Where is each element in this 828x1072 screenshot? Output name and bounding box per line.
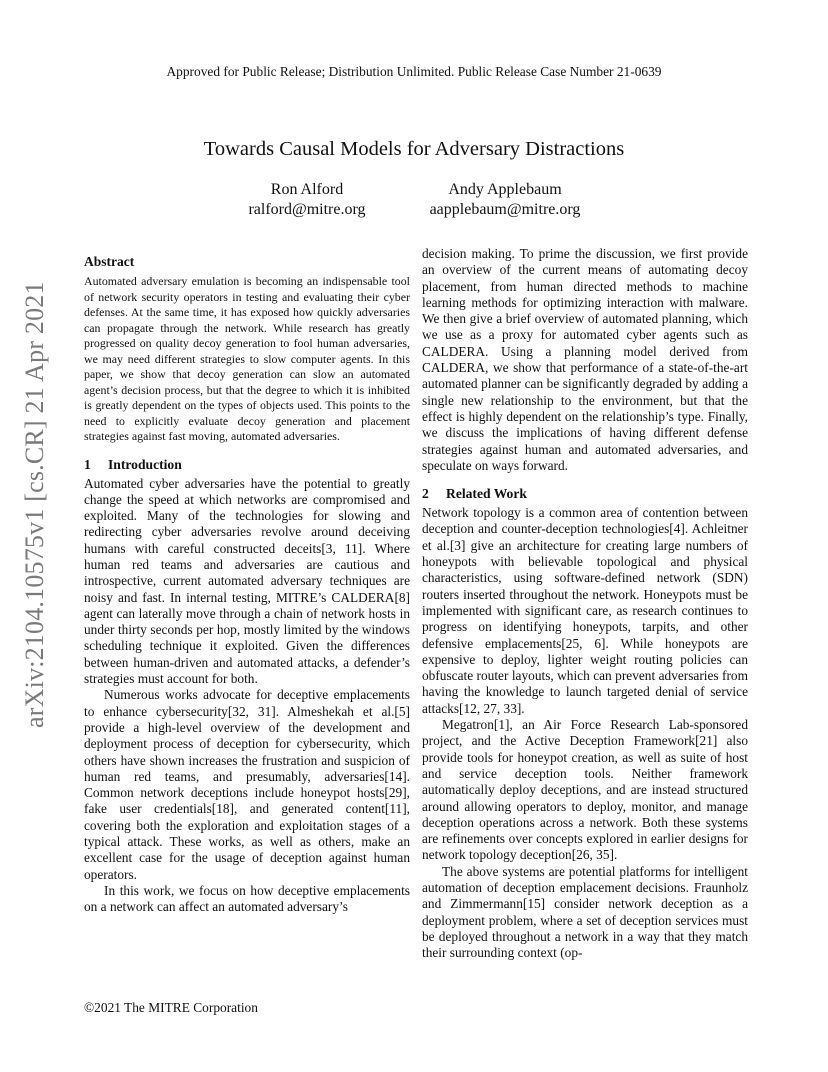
arxiv-identifier: arXiv:2104.10575v1 [cs.CR] 21 Apr 2021	[20, 281, 49, 728]
abstract-heading: Abstract	[84, 254, 135, 269]
right-column	[422, 246, 748, 961]
left-column	[84, 254, 410, 916]
section-heading-related-work	[422, 486, 748, 502]
copyright-notice: ©2021 The MITRE Corporation	[84, 1000, 258, 1015]
paragraph: Megatron[1], an Air Force Research Lab-sponsored project, and the Active Deception Framework[21] also provide tools for honeypot creation, as well as suite of host and service deception tools. Neither framework automatically deploy deceptions, and are instead structured around allowing operators to deploy, monitor, and manage deception operations across a network. Both these systems are refinements over concepts explored in earlier designs for network topology deception[26, 35].	[422, 717, 748, 863]
paragraph: decision making. To prime the discussion, we first provide an overview of the current means of automating decoy placement, from human directed methods to machine learning methods for optimizing interaction with malware. We then give a brief overview of automated planning, which we use as a proxy for automated cyber agents such as CALDERA. Using a planning model derived from CALDERA, we show that performance of a state-of-the-art automated planner can be significantly degraded by adding a single new relationship to the environment, but that the effect is highly dependent on the relationship’s type. Finally, we discuss the implications of having different defense strategies against human and automated adversaries, and speculate on ways forward.	[422, 246, 748, 473]
author-block-2	[410, 180, 600, 220]
paragraph: Numerous works advocate for deceptive emplacements to enhance cybersecurity[32, 31]. Almeshekah et al.[5] provide a high-level overview of the development and deployment process of deception for cybersecurity, which others have shown increases the frustration and suspicion of human red teams, and presumably, adversaries[14]. Common network deceptions include honeypot hosts[29], fake user credentials[18], and generated content[11], covering both the exploration and exploitation stages of a typical attack. These works, as well as others, make an excellent case for the usage of deception against human operators.	[84, 687, 410, 882]
author-name: Andy Applebaum	[448, 181, 562, 198]
abstract-text: Automated adversary emulation is becoming an indispensable tool of network security operators in testing and evaluating their cyber defenses. At the same time, it has exposed how quickly adversaries can propagate through the network. While research has greatly progressed on quality decoy generation to fool human adversaries, we may need different strategies to slow computer agents. In this paper, we show that decoy generation can slow an automated agent’s decision process, but that the degree to which it is inhibited is greatly dependent on the types of objects used. This points to the need to explicitly evaluate decoy generation and placement strategies against fast moving, automated adversaries.	[84, 274, 410, 443]
section-number: 2	[422, 486, 429, 502]
section-heading-introduction	[84, 457, 410, 473]
section-number: 1	[84, 456, 91, 472]
paragraph: Network topology is a common area of contention between deception and counter-deception technologies[4]. Achleitner et al.[3] give an architecture for creating large numbers of honeypots with believable topological and physical characteristics, using software-defined network (SDN) routers inserted throughout the network. Honeypots must be implemented with significant care, as research continues to progress on identifying honeypots, tarpits, and other defensive emplacements[25, 6]. While honeypots are expensive to deploy, lighter weight routing policies can obfuscate router layouts, which can prevent adversaries from having the knowledge to launch targeted denial of service attacks[12, 27, 33].	[422, 505, 748, 716]
paragraph: Automated cyber adversaries have the potential to greatly change the speed at which networks are compromised and exploited. Many of the technologies for slowing and redirecting cyber adversaries revolve around deceiving humans with careful constructed deceits[3, 11]. Where human red teams and adversaries are cautious and introspective, current automated adversary techniques are noisy and fast. In internal testing, MITRE’s CALDERA[8] agent can laterally move through a chain of network hosts in under thirty seconds per hop, mostly limited by the windows scheduling technique it exploited. Given the differences between human-driven and automated attacks, a defender’s strategies must account for both.	[84, 475, 410, 687]
section-title: Related Work	[446, 486, 527, 502]
paragraph: In this work, we focus on how deceptive emplacements on a network can affect an automated adversary’s	[84, 882, 410, 915]
author-email: ralford@mitre.org	[248, 201, 366, 218]
author-block-1	[222, 180, 392, 220]
paragraph: The above systems are potential platforms for intelligent automation of deception emplacement decisions. Fraunholz and Zimmermann[15] consider network deception as a deployment problem, where a set of deception services must be deployed throughout a network in a way that they match their surrounding context (op-	[422, 863, 748, 961]
author-name: Ron Alford	[270, 181, 344, 198]
paper-title: Towards Causal Models for Adversary Distractions	[203, 138, 625, 160]
author-email: aapplebaum@mitre.org	[429, 201, 581, 218]
release-statement: Approved for Public Release; Distribution Unlimited. Public Release Case Number 21-0639	[166, 64, 662, 79]
section-title: Introduction	[108, 456, 182, 472]
